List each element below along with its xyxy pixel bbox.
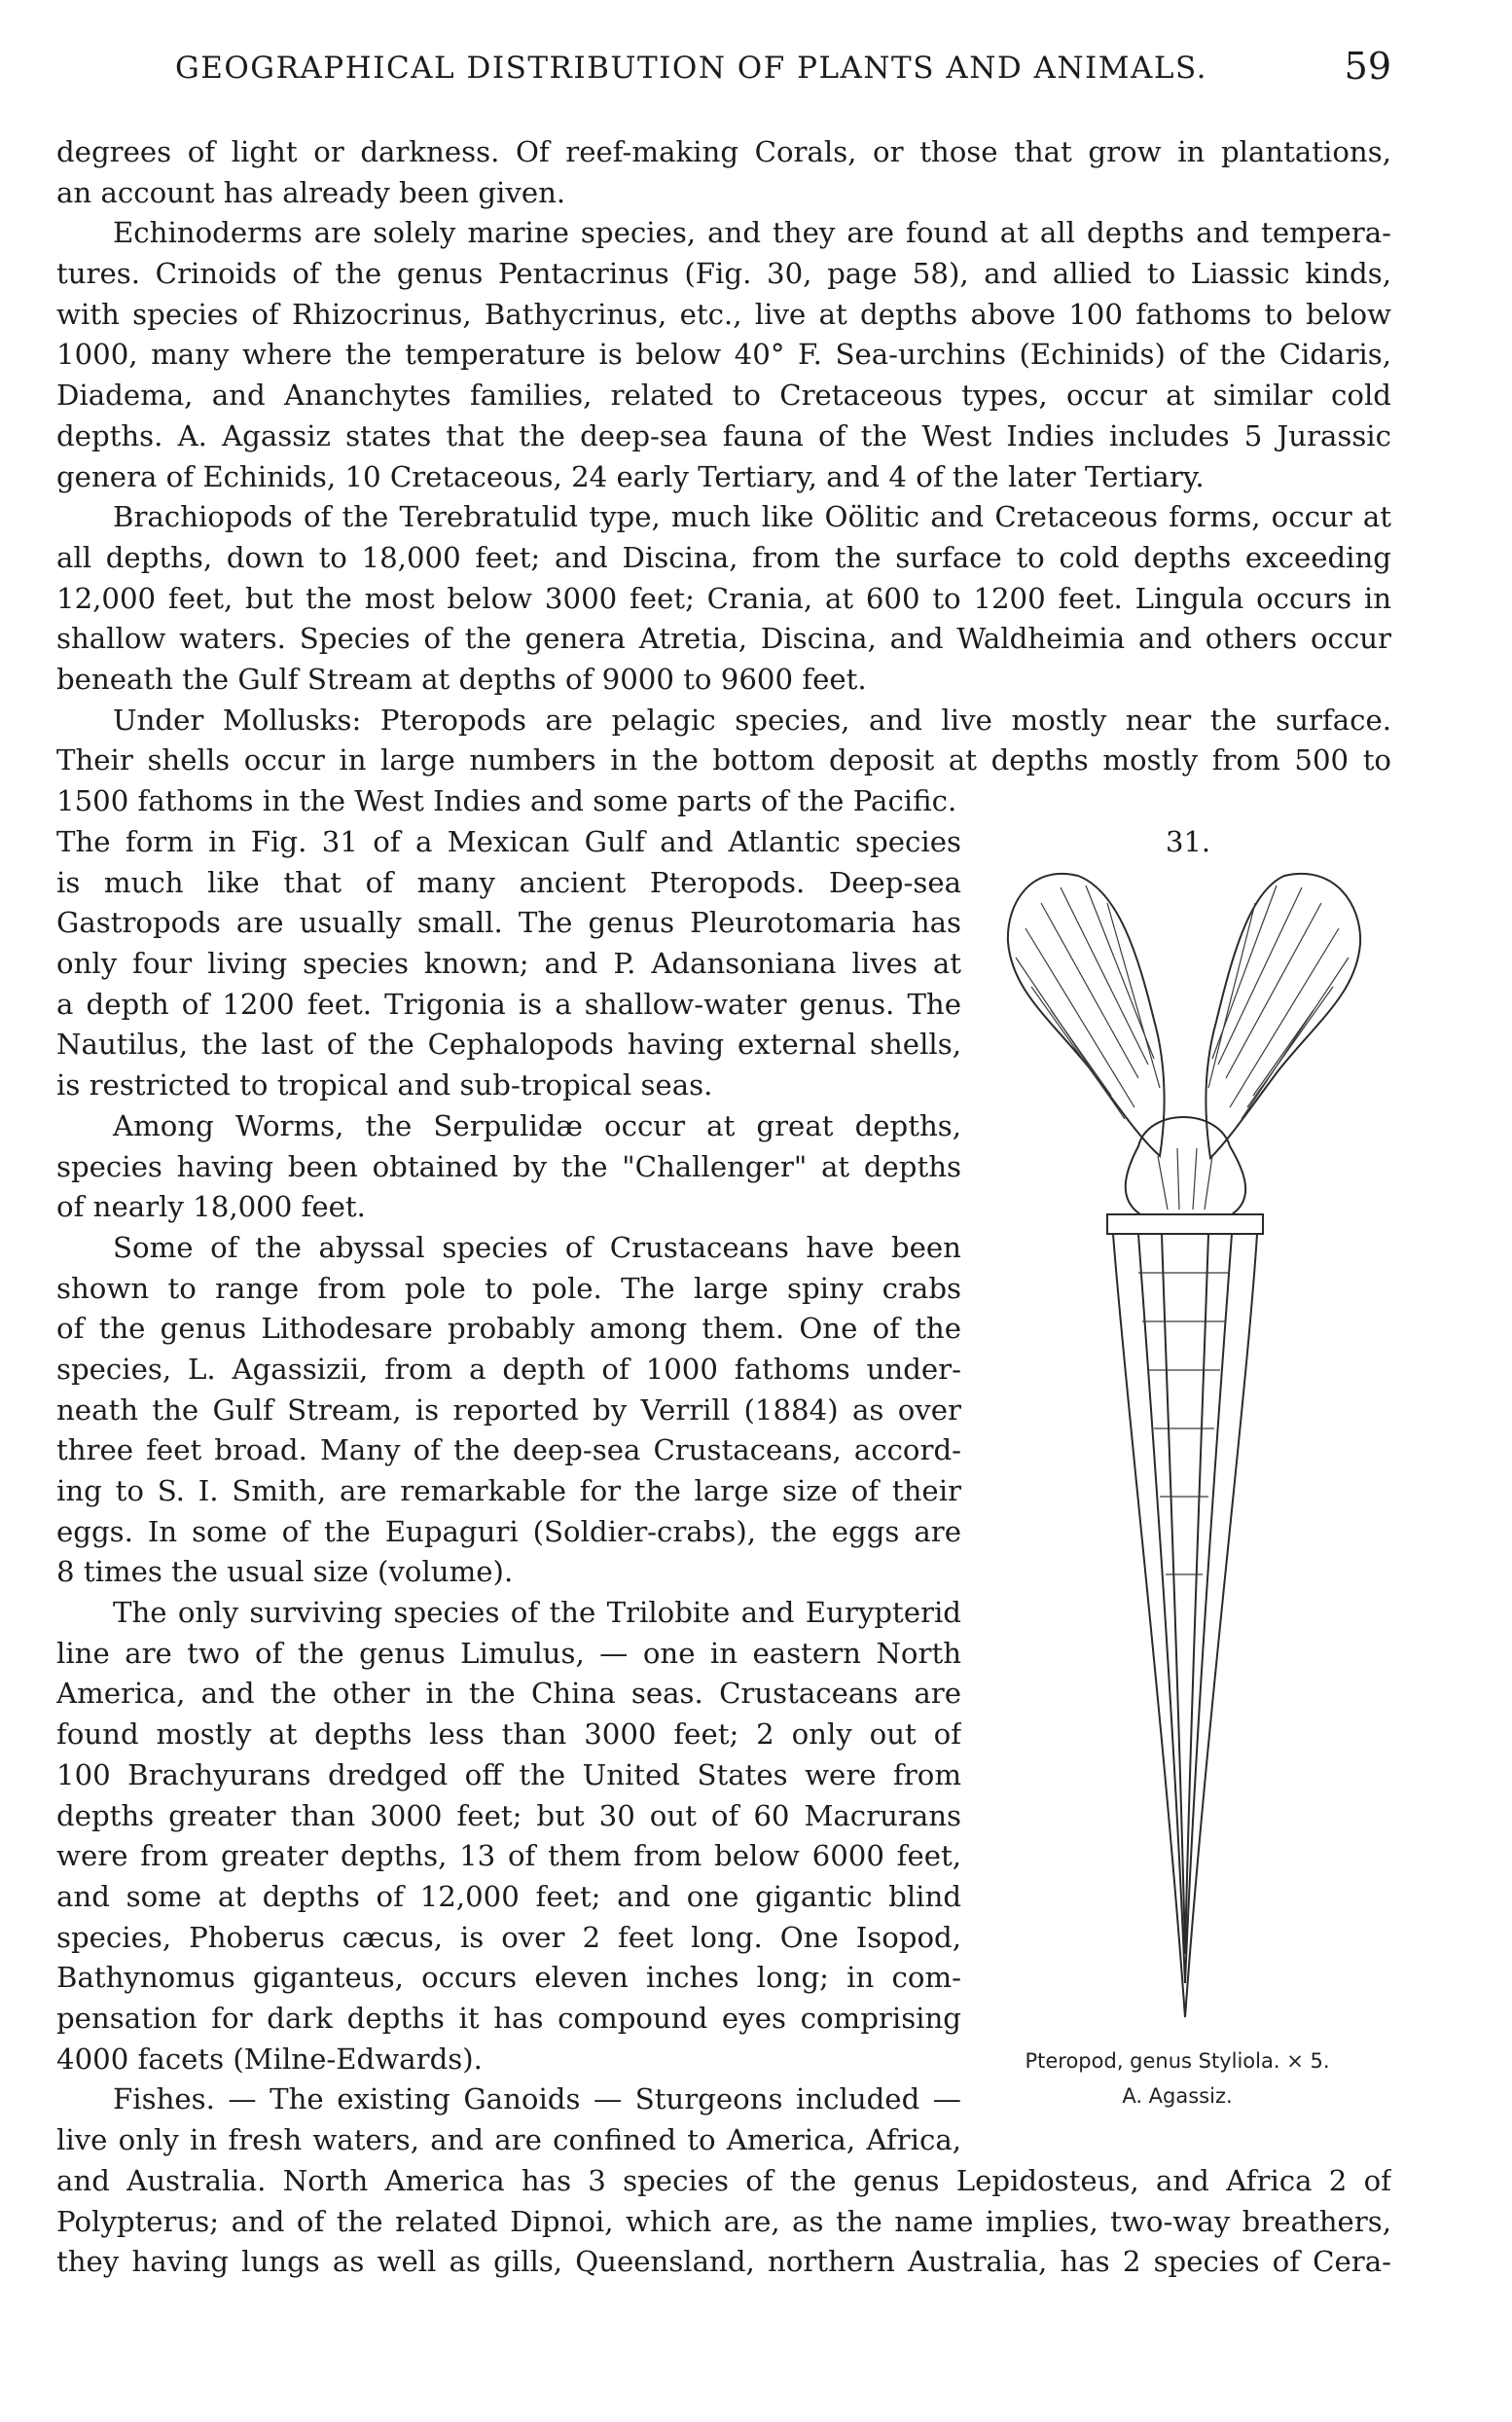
text-line: depths greater than 3000 feet; but 30 out of 60 Macrurans bbox=[56, 1798, 961, 1832]
text-line: beneath the Gulf Stream at depths of 9000 to 9600 feet. bbox=[56, 662, 867, 696]
text-line: shown to range from pole to pole. The large spiny crabs bbox=[56, 1271, 961, 1305]
text-line: pensation for dark depths it has compound eyes comprising bbox=[56, 2001, 961, 2035]
text-line: an account has already been given. bbox=[56, 175, 566, 209]
text-line: Under Mollusks: Pteropods are pelagic species, and live mostly near the surface. bbox=[113, 703, 1391, 737]
text-line: of the genus Lithodesare probably among them. One of the bbox=[56, 1312, 961, 1346]
text-line: Nautilus, the last of the Cephalopods having external shells, bbox=[56, 1028, 961, 1062]
running-head bbox=[56, 47, 1391, 90]
text-line: live only in fresh waters, and are confined to America, Africa, bbox=[56, 2123, 961, 2156]
text-line: three feet broad. Many of the deep-sea Crustaceans, accord- bbox=[56, 1433, 961, 1467]
text-line: 8 times the usual size (volume). bbox=[56, 1555, 514, 1589]
text-line: Among Worms, the Serpulidæ occur at great depths, bbox=[113, 1108, 961, 1142]
text-line: genera of Echinids, 10 Cretaceous, 24 early Tertiary, and 4 of the later Tertiary. bbox=[56, 459, 1205, 493]
text-line: species having been obtained by the "Challenger" at depths bbox=[56, 1149, 961, 1183]
text-line: and some at depths of 12,000 feet; and one gigantic blind bbox=[56, 1879, 961, 1913]
text-line: only four living species known; and P. Adansoniana lives at bbox=[56, 947, 961, 981]
text-line: Some of the abyssal species of Crustaceans have been bbox=[113, 1230, 961, 1264]
text-line: all depths, down to 18,000 feet; and Discina, from the surface to cold depths exceeding bbox=[56, 540, 1391, 574]
text-line: with species of Rhizocrinus, Bathycrinus, etc., live at depths above 100 fathoms to below bbox=[56, 297, 1391, 331]
caption-credit: A. Agassiz. bbox=[1122, 2084, 1233, 2108]
text-line: neath the Gulf Stream, is reported by Verrill (1884) as over bbox=[56, 1392, 961, 1427]
text-line: The only surviving species of the Trilobite and Eurypterid bbox=[113, 1596, 961, 1630]
text-line: a depth of 1200 feet. Trigonia is a shallow-water genus. The bbox=[56, 987, 961, 1021]
lower-text-block bbox=[56, 2161, 1391, 2283]
text-line: they having lungs as well as gills, Queensland, northern Australia, has 2 species of Cera- bbox=[56, 2245, 1391, 2279]
upper-text-block bbox=[56, 132, 1391, 822]
text-line: Bathynomus giganteus, occurs eleven inches long; in com- bbox=[56, 1961, 961, 1995]
text-line: Diadema, and Ananchytes families, related to Cretaceous types, occur at similar cold bbox=[56, 379, 1391, 413]
text-line: species, L. Agassizii, from a depth of 1000 fathoms under- bbox=[56, 1352, 961, 1386]
text-line: line are two of the genus Limulus, — one in eastern North bbox=[56, 1636, 961, 1670]
text-line: shallow waters. Species of the genera Atretia, Discina, and Waldheimia and others occur bbox=[56, 622, 1391, 656]
text-line: of nearly 18,000 feet. bbox=[56, 1190, 366, 1224]
text-line: The form in Fig. 31 of a Mexican Gulf and Atlantic species bbox=[56, 825, 961, 858]
text-line: were from greater depths, 13 of them from below 6000 feet, bbox=[56, 1839, 961, 1873]
text-line: 1500 fathoms in the West Indies and some parts of the Pacific. bbox=[56, 784, 957, 817]
text-line: Polypterus; and of the related Dipnoi, which are, as the name implies, two-way breathers, bbox=[56, 2204, 1391, 2238]
pteropod-illustration bbox=[992, 864, 1382, 2032]
text-line: eggs. In some of the Eupaguri (Soldier-crabs), the eggs are bbox=[56, 1514, 961, 1548]
text-line: Fishes. — The existing Ganoids — Sturgeons included — bbox=[113, 2082, 961, 2116]
text-line: is restricted to tropical and sub-tropical seas. bbox=[56, 1068, 713, 1103]
figure-number: 31. bbox=[1166, 825, 1211, 858]
text-line: America, and the other in the China seas. Crustaceans are bbox=[56, 1677, 961, 1711]
text-line: ing to S. I. Smith, are remarkable for the large size of their bbox=[56, 1474, 961, 1507]
text-line: Gastropods are usually small. The genus Pleurotomaria has bbox=[56, 906, 961, 940]
text-line: and Australia. North America has 3 species of the genus Lepidosteus, and Africa 2 of bbox=[56, 2164, 1391, 2197]
text-line: 4000 facets (Milne-Edwards). bbox=[56, 2042, 483, 2076]
text-line: Their shells occur in large numbers in the bottom deposit at depths mostly from 500 to bbox=[56, 743, 1391, 777]
text-line: depths. A. Agassiz states that the deep-sea fauna of the West Indies includes 5 Jurassic bbox=[56, 418, 1391, 452]
text-line: degrees of light or darkness. Of reef-making Corals, or those that grow in plantations, bbox=[56, 135, 1391, 168]
text-line: Echinoderms are solely marine species, and they are found at all depths and tempera- bbox=[113, 216, 1391, 250]
running-head-title: GEOGRAPHICAL DISTRIBUTION OF PLANTS AND ANIMALS. bbox=[175, 51, 1207, 86]
column-text-block bbox=[56, 822, 961, 2161]
text-line: Brachiopods of the Terebratulid type, much like Oölitic and Cretaceous forms, occur at bbox=[113, 500, 1391, 534]
text-line: is much like that of many ancient Pteropods. Deep-sea bbox=[56, 865, 961, 899]
text-line: 12,000 feet, but the most below 3000 feet; Crania, at 600 to 1200 feet. Lingula occurs in bbox=[56, 581, 1391, 615]
text-line: species, Phoberus cæcus, is over 2 feet long. One Isopod, bbox=[56, 1920, 961, 1954]
text-line: found mostly at depths less than 3000 feet; 2 only out of bbox=[56, 1717, 961, 1752]
figure-caption bbox=[973, 2043, 1382, 2114]
text-line: 1000, many where the temperature is below 40° F. Sea-urchins (Echinids) of the Cidaris, bbox=[56, 338, 1391, 372]
caption-line: Pteropod, genus Styliola. × 5. bbox=[1025, 2049, 1330, 2073]
page-number: 59 bbox=[1344, 45, 1391, 88]
text-line: 100 Brachyurans dredged off the United States were from bbox=[56, 1757, 961, 1791]
text-line: tures. Crinoids of the genus Pentacrinus (Fig. 30, page 58), and allied to Liassic kinds, bbox=[56, 257, 1391, 291]
